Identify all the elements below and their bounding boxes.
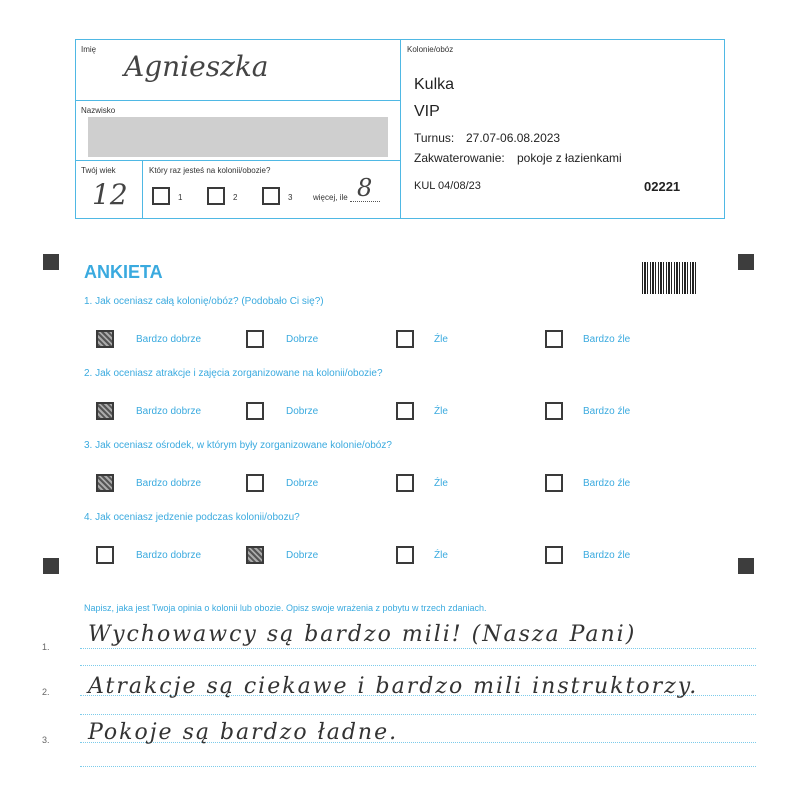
option-checkbox[interactable] xyxy=(545,474,563,492)
option-label: Bardzo dobrze xyxy=(136,406,202,417)
accommodation-label: Zakwaterowanie: xyxy=(414,151,505,165)
option-checkbox[interactable] xyxy=(246,546,264,564)
question-options xyxy=(0,474,800,496)
more-label: więcej, ile xyxy=(313,193,348,202)
option-label: Dobrze xyxy=(286,334,319,345)
option-checkbox[interactable] xyxy=(96,474,114,492)
registration-marker-top-left xyxy=(43,254,59,270)
option-checkbox[interactable] xyxy=(96,546,114,564)
times-option-1: 1 xyxy=(178,193,183,202)
question-options xyxy=(0,330,800,352)
camp-type: VIP xyxy=(414,103,440,120)
option-checkbox[interactable] xyxy=(545,330,563,348)
survey-title: ANKIETA xyxy=(84,262,163,282)
option-checkbox[interactable] xyxy=(396,402,414,420)
age-label: Twój wiek xyxy=(81,166,116,175)
opinion-prompt: Napisz, jaka jest Twoja opinia o kolonii lub obozie. Opisz swoje wrażenia z pobytu w trzech zdaniach. xyxy=(84,603,487,613)
answer-dotline xyxy=(80,648,756,649)
age-divider xyxy=(142,160,143,219)
option-checkbox[interactable] xyxy=(246,474,264,492)
option-checkbox[interactable] xyxy=(96,330,114,348)
name-value[interactable]: Agnieszka xyxy=(124,50,269,83)
times-checkbox-3[interactable] xyxy=(262,187,280,205)
question-title: 4. Jak oceniasz jedzenie podczas kolonii/obozu? xyxy=(84,512,300,523)
times-checkbox-2[interactable] xyxy=(207,187,225,205)
question-title: 2. Jak oceniasz atrakcje i zajęcia zorganizowane na kolonii/obozie? xyxy=(84,368,383,379)
option-label: Bardzo źle xyxy=(583,334,631,345)
barcode xyxy=(642,262,698,294)
registration-marker-top-right xyxy=(738,254,754,270)
option-label: Źle xyxy=(434,334,448,345)
turnus-value: 27.07-06.08.2023 xyxy=(466,131,561,145)
option-label: Bardzo dobrze xyxy=(136,550,202,561)
line-number-1: 1. xyxy=(42,642,50,652)
option-label: Bardzo dobrze xyxy=(136,478,202,489)
option-label: Bardzo dobrze xyxy=(136,334,202,345)
times-option-3: 3 xyxy=(288,193,293,202)
redacted-surname xyxy=(88,117,388,157)
accommodation-value: pokoje z łazienkami xyxy=(517,151,622,165)
option-label: Źle xyxy=(434,550,448,561)
option-label: Bardzo źle xyxy=(583,550,631,561)
option-checkbox[interactable] xyxy=(396,330,414,348)
age-value[interactable]: 12 xyxy=(92,178,128,211)
answer-dotline xyxy=(80,766,756,767)
times-checkbox-1[interactable] xyxy=(152,187,170,205)
question-options xyxy=(0,402,800,424)
answer-line-2[interactable]: Atrakcje są ciekawe i bardzo mili instruktorzy. xyxy=(88,674,699,699)
option-checkbox[interactable] xyxy=(396,474,414,492)
turnus-label: Turnus: xyxy=(414,131,455,145)
times-option-2: 2 xyxy=(233,193,238,202)
name-divider xyxy=(75,100,400,101)
line-number-2: 2. xyxy=(42,687,50,697)
more-value[interactable]: 8 xyxy=(357,174,373,202)
answer-dotline xyxy=(80,665,756,666)
option-checkbox[interactable] xyxy=(545,546,563,564)
option-label: Źle xyxy=(434,406,448,417)
camp-name: Kulka xyxy=(414,76,455,93)
line-number-3: 3. xyxy=(42,735,50,745)
option-label: Dobrze xyxy=(286,478,319,489)
option-checkbox[interactable] xyxy=(246,402,264,420)
answer-line-1[interactable]: Wychowawcy są bardzo mili! (Nasza Pani) xyxy=(88,622,637,647)
camp-label: Kolonie/obóz xyxy=(407,45,454,54)
option-label: Bardzo źle xyxy=(583,478,631,489)
option-label: Dobrze xyxy=(286,550,319,561)
question-title: 1. Jak oceniasz całą kolonię/obóz? (Podobało Ci się?) xyxy=(84,296,324,307)
option-label: Źle xyxy=(434,478,448,489)
option-checkbox[interactable] xyxy=(545,402,563,420)
surname-label: Nazwisko xyxy=(81,106,116,115)
camp-code: KUL 04/08/23 xyxy=(414,180,481,192)
header-divider xyxy=(400,39,401,219)
question-options xyxy=(0,546,800,568)
answer-dotline xyxy=(80,714,756,715)
name-label: Imię xyxy=(81,45,97,54)
answer-line-3[interactable]: Pokoje są bardzo ładne. xyxy=(88,720,399,745)
option-label: Bardzo źle xyxy=(583,406,631,417)
option-label: Dobrze xyxy=(286,406,319,417)
form-number: 02221 xyxy=(644,179,681,194)
option-checkbox[interactable] xyxy=(96,402,114,420)
option-checkbox[interactable] xyxy=(396,546,414,564)
question-title: 3. Jak oceniasz ośrodek, w którym były zorganizowane kolonie/obóz? xyxy=(84,440,392,451)
surname-divider xyxy=(75,160,400,161)
option-checkbox[interactable] xyxy=(246,330,264,348)
times-label: Który raz jesteś na kolonii/obozie? xyxy=(149,166,271,175)
